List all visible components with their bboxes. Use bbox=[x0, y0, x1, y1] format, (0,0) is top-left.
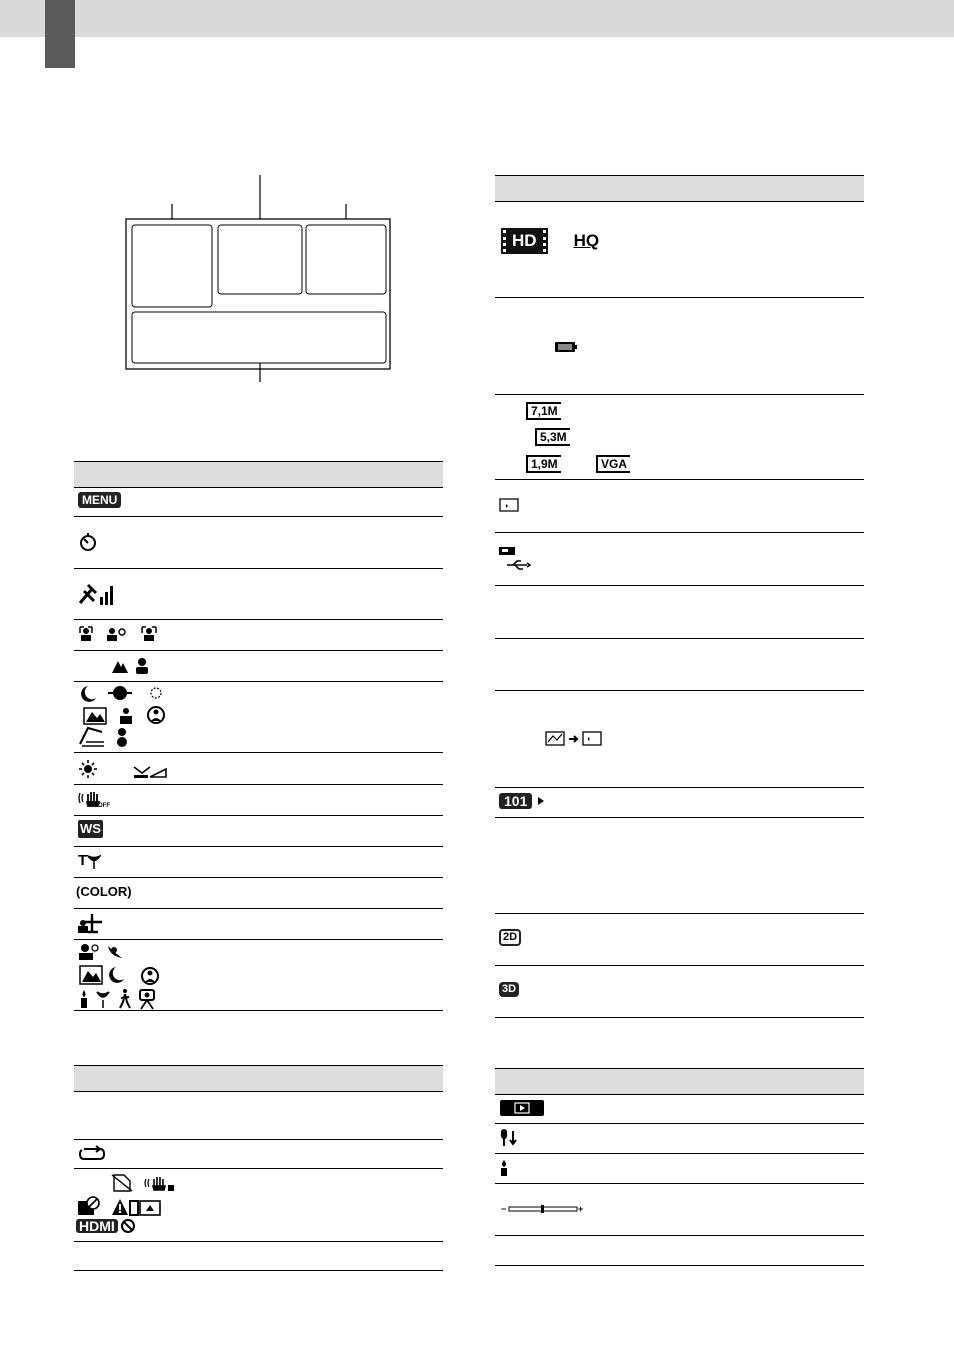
image-size-7m-icon: 7,1M bbox=[526, 402, 561, 420]
table-row bbox=[74, 785, 443, 816]
table-row bbox=[495, 639, 864, 691]
table-row bbox=[495, 480, 864, 533]
table-row bbox=[495, 966, 864, 1017]
table-row bbox=[495, 1124, 864, 1154]
mic-level-icon bbox=[499, 1129, 519, 1147]
table-header bbox=[74, 461, 443, 488]
top-bar bbox=[0, 0, 954, 37]
table-row bbox=[74, 488, 443, 517]
steadyshot-off-icon bbox=[78, 790, 110, 808]
table-row bbox=[74, 569, 443, 620]
table-row bbox=[74, 1140, 443, 1169]
image-size-5m-icon: 5,3M bbox=[535, 428, 570, 446]
hdmi-icon: HDMI bbox=[76, 1219, 118, 1233]
low-light-icon bbox=[499, 1160, 509, 1176]
table-row bbox=[495, 395, 864, 480]
table-row bbox=[495, 533, 864, 586]
svg-text:OFF: OFF bbox=[98, 803, 110, 808]
3d-icon: 3D bbox=[499, 982, 519, 997]
right-table-2 bbox=[495, 1068, 864, 1266]
table-row bbox=[495, 298, 864, 395]
hd-quality-icon: HD bbox=[503, 230, 546, 252]
table-row bbox=[495, 1095, 864, 1124]
table-row bbox=[495, 691, 864, 788]
repeat-icon bbox=[78, 1145, 106, 1163]
prohibited-icon bbox=[120, 1218, 136, 1234]
left-table-2 bbox=[74, 1065, 443, 1271]
table-row bbox=[495, 1236, 864, 1265]
table-row bbox=[74, 940, 443, 1010]
white-balance-icon bbox=[78, 759, 168, 779]
color-slow-shutter-icon: (COLOR) bbox=[76, 884, 132, 899]
table-row bbox=[74, 1169, 443, 1242]
battery-icon bbox=[555, 341, 577, 353]
right-table-1 bbox=[495, 175, 864, 1018]
table-row bbox=[74, 909, 443, 940]
hq-quality-icon: HQ bbox=[573, 231, 600, 250]
screen-diagram bbox=[120, 170, 400, 385]
table-row bbox=[74, 517, 443, 569]
table-row bbox=[495, 818, 864, 914]
left-table-1 bbox=[74, 461, 443, 1011]
image-size-vga-icon: VGA bbox=[596, 455, 630, 473]
folder-icon: 101 bbox=[499, 793, 532, 809]
gps-icon bbox=[78, 581, 116, 607]
image-size-19m-icon: 1,9M bbox=[526, 455, 561, 473]
table-row bbox=[74, 816, 443, 847]
table-row bbox=[74, 847, 443, 878]
exposure-slider bbox=[501, 1204, 583, 1214]
table-row bbox=[495, 202, 864, 298]
tele-macro-icon: T bbox=[78, 852, 101, 869]
table-header bbox=[495, 1068, 864, 1095]
svg-text:−: − bbox=[501, 1204, 507, 1214]
image-to-card-icon bbox=[545, 730, 605, 748]
table-row bbox=[495, 586, 864, 639]
scene-icon bbox=[112, 657, 154, 675]
intelligent-auto-icon bbox=[78, 942, 162, 1010]
playback-icon bbox=[500, 1100, 544, 1116]
play-arrow-icon bbox=[538, 797, 544, 805]
memory-card-icon bbox=[499, 498, 519, 512]
scene-selection-icon bbox=[78, 684, 170, 750]
table-row bbox=[74, 1092, 443, 1140]
table-row bbox=[74, 682, 443, 753]
table-row bbox=[495, 914, 864, 966]
menu-icon: MENU bbox=[78, 492, 121, 508]
usb-icon bbox=[499, 547, 531, 571]
table-row bbox=[495, 1154, 864, 1184]
page-tab-marker bbox=[45, 0, 75, 68]
wide-select-icon: WS bbox=[80, 821, 101, 836]
table-header bbox=[74, 1065, 443, 1092]
2d-icon: 2D bbox=[499, 929, 521, 946]
table-row bbox=[74, 620, 443, 651]
table-row bbox=[74, 1242, 443, 1270]
table-row bbox=[74, 651, 443, 682]
table-row bbox=[74, 753, 443, 785]
self-timer-icon bbox=[78, 532, 98, 552]
table-row bbox=[495, 1184, 864, 1236]
table-row bbox=[495, 788, 864, 818]
face-detection-icon bbox=[78, 625, 162, 643]
table-header bbox=[495, 175, 864, 202]
svg-text:+: + bbox=[578, 1204, 583, 1214]
shooting-mode-icon bbox=[78, 914, 104, 934]
table-row bbox=[74, 878, 443, 909]
